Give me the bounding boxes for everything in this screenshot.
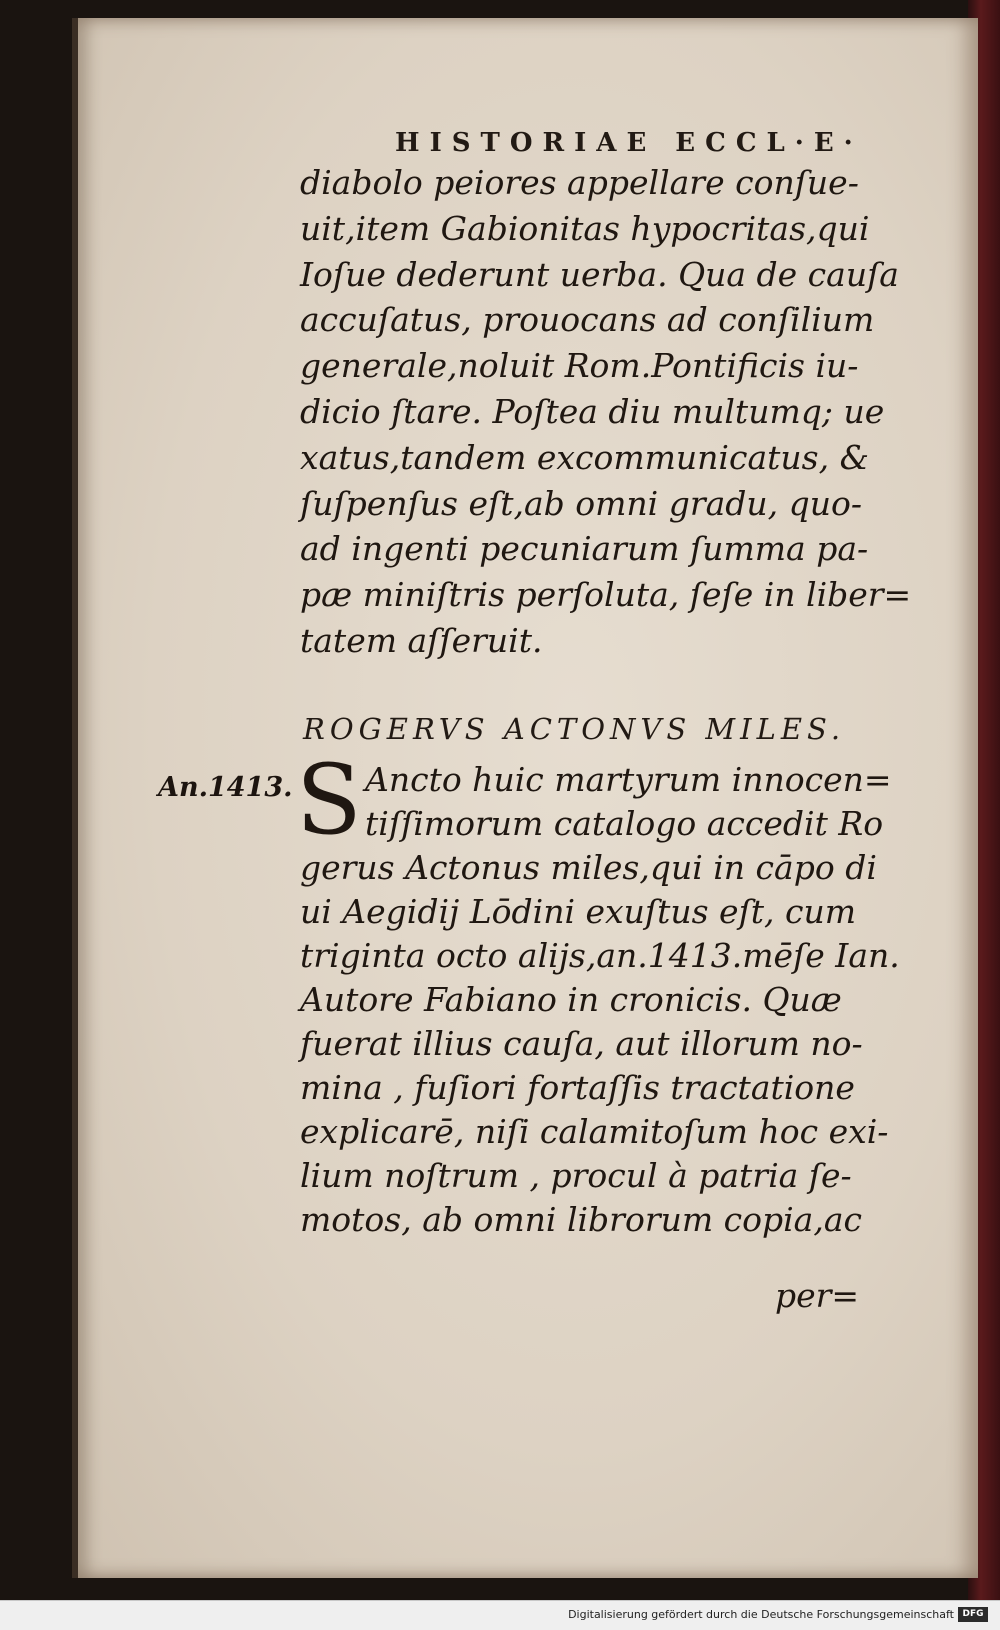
text-line: dicio ſtare. Poſtea diu multumq; ue bbox=[300, 391, 885, 431]
text-line: diabolo peiores appellare conſue- bbox=[300, 163, 859, 202]
running-head: HISTORIAE ECCL·E· bbox=[395, 128, 863, 158]
text-line: ad ingenti pecuniarum ſumma pa- bbox=[300, 529, 869, 569]
text-line: motos, ab omni librorum copia,ac bbox=[300, 1200, 862, 1239]
funding-credit: Digitalisierung gefördert durch die Deutsche Forschungsgemeinschaft bbox=[568, 1608, 954, 1621]
section-heading: ROGERVS ACTONVS MILES. bbox=[303, 712, 846, 746]
text-line: ui Aegidij Lōdini exuſtus eſt, cum bbox=[300, 892, 857, 931]
paragraph-2 bbox=[300, 758, 920, 1242]
text-line: triginta octo alijs,an.1413.mēſe Ian. bbox=[300, 936, 900, 975]
text-line: ſuſpenſus eſt,ab omni gradu, quo- bbox=[300, 483, 863, 523]
text-line: explicarē, niſi calamitoſum hoc exi- bbox=[300, 1112, 889, 1151]
text-line: generale,noluit Rom.Pontificis iu- bbox=[300, 346, 859, 386]
text-line: Autore Fabiano in cronicis. Quæ bbox=[300, 980, 842, 1019]
text-line: tatem aſſeruit. bbox=[300, 620, 543, 660]
drop-cap: S bbox=[296, 744, 362, 856]
text-line: lium noſtrum , procul à patria ſe- bbox=[300, 1156, 852, 1195]
text-line: gerus Actonus miles,qui in cāpo di bbox=[300, 848, 877, 887]
text-line: accuſatus, prouocans ad conſilium bbox=[300, 300, 875, 340]
text-line: uit,item Gabionitas hypocritas,qui bbox=[300, 208, 870, 248]
text-line: tiſſimorum catalogo accedit Ro bbox=[365, 804, 884, 843]
footer-bar bbox=[0, 1600, 1000, 1630]
text-line: fuerat illius cauſa, aut illorum no- bbox=[300, 1024, 863, 1063]
text-line: Ioſue dederunt uerba. Qua de cauſa bbox=[300, 254, 899, 294]
catchword: per= bbox=[775, 1276, 860, 1315]
text-line: Ancto huic martyrum innocen= bbox=[365, 760, 892, 799]
text-line: pæ miniſtris perſoluta, ſeſe in liber= bbox=[300, 575, 912, 615]
text-line: mina , fuſiori fortaſſis tractatione bbox=[300, 1068, 855, 1107]
text-line: xatus,tandem excommunicatus, & bbox=[300, 437, 869, 477]
paragraph-1 bbox=[300, 160, 920, 664]
dfg-logo: DFG bbox=[958, 1607, 988, 1622]
margin-note-year: An.1413. bbox=[158, 772, 293, 803]
